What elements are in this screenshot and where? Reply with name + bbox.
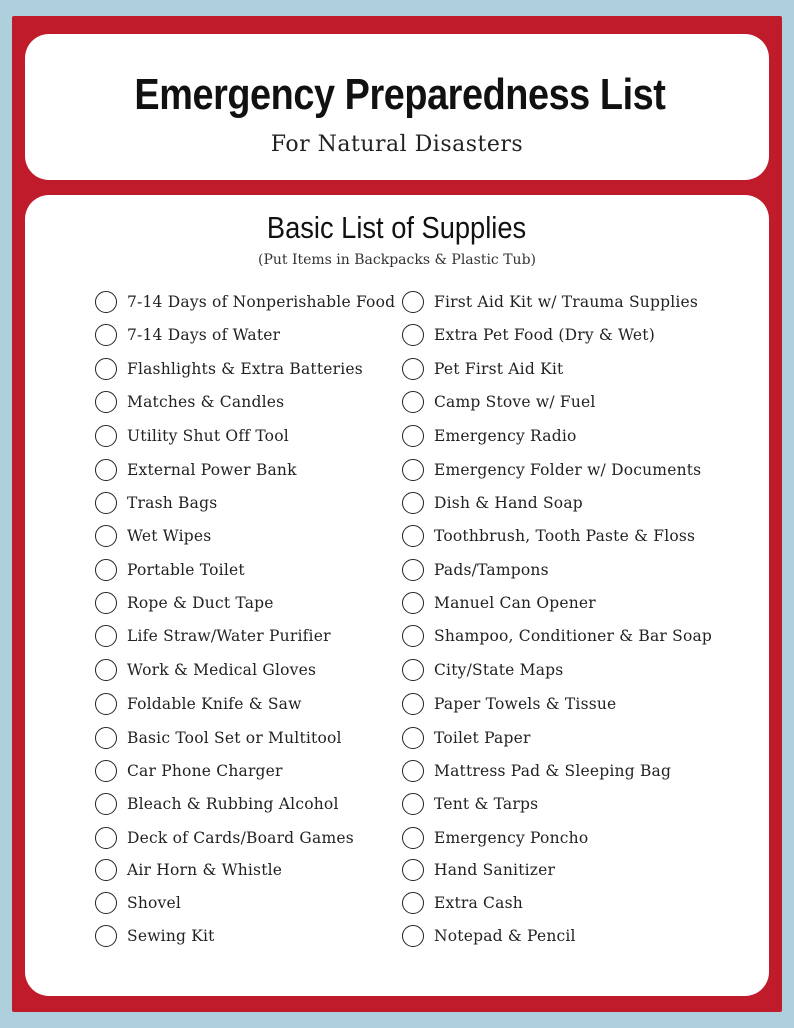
checkbox-circle-icon[interactable] xyxy=(402,659,424,681)
checklist-item[interactable] xyxy=(402,757,722,785)
checklist-item[interactable] xyxy=(95,856,415,884)
checklist-item-label: Matches & Candles xyxy=(127,393,285,411)
checklist-item[interactable] xyxy=(95,824,415,852)
checkbox-circle-icon[interactable] xyxy=(95,693,117,715)
checklist-item[interactable] xyxy=(95,422,415,450)
checkbox-circle-icon[interactable] xyxy=(95,727,117,749)
checklist-item-label: External Power Bank xyxy=(127,461,297,479)
checklist-item[interactable] xyxy=(95,355,415,383)
checkbox-circle-icon[interactable] xyxy=(402,291,424,313)
checkbox-circle-icon[interactable] xyxy=(402,391,424,413)
checklist-item-label: First Aid Kit w/ Trauma Supplies xyxy=(434,293,699,311)
checklist-item[interactable] xyxy=(95,724,415,752)
checklist-item-label: Tent & Tarps xyxy=(434,795,539,813)
checklist-item[interactable] xyxy=(95,489,415,517)
checklist-item[interactable] xyxy=(95,589,415,617)
checkbox-circle-icon[interactable] xyxy=(95,324,117,346)
checklist-item-label: Paper Towels & Tissue xyxy=(434,695,617,713)
checklist-item-label: Pet First Aid Kit xyxy=(434,360,564,378)
checklist-item-label: City/State Maps xyxy=(434,661,564,679)
checklist-item[interactable] xyxy=(95,456,415,484)
checklist-item-label: Camp Stove w/ Fuel xyxy=(434,393,596,411)
checklist-item-label: Manuel Can Opener xyxy=(434,594,596,612)
checklist-item[interactable] xyxy=(402,790,722,818)
checkbox-circle-icon[interactable] xyxy=(95,592,117,614)
checklist-item[interactable] xyxy=(402,556,722,584)
checkbox-circle-icon[interactable] xyxy=(402,324,424,346)
checklist-item-label: Dish & Hand Soap xyxy=(434,494,583,512)
checklist-item[interactable] xyxy=(402,922,722,950)
checklist-item-label: Foldable Knife & Saw xyxy=(127,695,302,713)
checkbox-circle-icon[interactable] xyxy=(95,525,117,547)
checklist-item[interactable] xyxy=(95,388,415,416)
checklist-item-label: Shampoo, Conditioner & Bar Soap xyxy=(434,627,713,645)
checkbox-circle-icon[interactable] xyxy=(95,793,117,815)
checkbox-circle-icon[interactable] xyxy=(95,291,117,313)
checklist-item-label: Toothbrush, Tooth Paste & Floss xyxy=(434,527,696,545)
checkbox-circle-icon[interactable] xyxy=(402,492,424,514)
checkbox-circle-icon[interactable] xyxy=(402,425,424,447)
checklist-item-label: 7-14 Days of Water xyxy=(127,326,281,344)
checklist-item[interactable] xyxy=(402,321,722,349)
checklist-item[interactable] xyxy=(402,889,722,917)
checklist-item-label: Wet Wipes xyxy=(127,527,212,545)
checklist-item[interactable] xyxy=(402,355,722,383)
checkbox-circle-icon[interactable] xyxy=(95,459,117,481)
checkbox-circle-icon[interactable] xyxy=(402,859,424,881)
checklist-item-label: Emergency Folder w/ Documents xyxy=(434,461,702,479)
checkbox-circle-icon[interactable] xyxy=(95,425,117,447)
checklist-item-label: Sewing Kit xyxy=(127,927,215,945)
checklist-item[interactable] xyxy=(95,622,415,650)
checklist-item-label: Toilet Paper xyxy=(434,729,531,747)
checkbox-circle-icon[interactable] xyxy=(95,925,117,947)
section-note: (Put Items in Backpacks & Plastic Tub) xyxy=(257,252,536,268)
checklist-item-label: Extra Pet Food (Dry & Wet) xyxy=(434,326,655,344)
checkbox-circle-icon[interactable] xyxy=(95,760,117,782)
checklist-item-label: Shovel xyxy=(127,894,182,912)
checklist-item-label: Air Horn & Whistle xyxy=(127,861,283,879)
checklist-item-label: Pads/Tampons xyxy=(434,561,549,579)
checklist-item-label: Emergency Radio xyxy=(434,427,577,445)
checkbox-circle-icon[interactable] xyxy=(95,492,117,514)
checklist-item[interactable] xyxy=(402,622,722,650)
checkbox-circle-icon[interactable] xyxy=(402,693,424,715)
checklist-item[interactable] xyxy=(402,456,722,484)
checklist-item-label: Work & Medical Gloves xyxy=(127,661,317,679)
checkbox-circle-icon[interactable] xyxy=(402,358,424,380)
supplies-card xyxy=(25,195,769,996)
checkbox-circle-icon[interactable] xyxy=(95,892,117,914)
checkbox-circle-icon[interactable] xyxy=(95,358,117,380)
checklist-item[interactable] xyxy=(95,922,415,950)
checkbox-circle-icon[interactable] xyxy=(95,859,117,881)
checklist-item-label: Flashlights & Extra Batteries xyxy=(127,360,363,378)
checklist-item[interactable] xyxy=(402,690,722,718)
checklist-item-label: Extra Cash xyxy=(434,894,523,912)
checkbox-circle-icon[interactable] xyxy=(402,625,424,647)
checklist-item-label: Car Phone Charger xyxy=(127,762,283,780)
section-title: Basic List of Supplies xyxy=(266,210,527,245)
checklist-item-label: Notepad & Pencil xyxy=(434,927,576,945)
checklist-item[interactable] xyxy=(402,422,722,450)
checklist-item[interactable] xyxy=(402,589,722,617)
checklist-item[interactable] xyxy=(95,656,415,684)
checklist-item-label: Deck of Cards/Board Games xyxy=(127,829,354,847)
checklist-item[interactable] xyxy=(402,522,722,550)
checklist-item[interactable] xyxy=(95,690,415,718)
checklist-item[interactable] xyxy=(402,724,722,752)
checkbox-circle-icon[interactable] xyxy=(402,559,424,581)
checklist-item[interactable] xyxy=(402,824,722,852)
checklist-item-label: Utility Shut Off Tool xyxy=(127,427,289,445)
checklist-item-label: Trash Bags xyxy=(127,494,218,512)
checklist-item-label: Bleach & Rubbing Alcohol xyxy=(127,795,339,813)
page-title: Emergency Preparedness List xyxy=(134,70,666,119)
checklist-item[interactable] xyxy=(95,757,415,785)
checklist-item[interactable] xyxy=(402,656,722,684)
checklist-item-label: Rope & Duct Tape xyxy=(127,594,274,612)
checklist-item[interactable] xyxy=(402,856,722,884)
page-subtitle: For Natural Disasters xyxy=(270,132,524,157)
checklist-item[interactable] xyxy=(95,889,415,917)
checkbox-circle-icon[interactable] xyxy=(95,827,117,849)
checklist-item-label: Basic Tool Set or Multitool xyxy=(127,729,342,747)
checkbox-circle-icon[interactable] xyxy=(402,592,424,614)
checklist-item[interactable] xyxy=(402,489,722,517)
checkbox-circle-icon[interactable] xyxy=(402,925,424,947)
checklist-item[interactable] xyxy=(95,288,415,316)
checkbox-circle-icon[interactable] xyxy=(95,659,117,681)
checklist-item[interactable] xyxy=(402,288,722,316)
checkbox-circle-icon[interactable] xyxy=(95,559,117,581)
checkbox-circle-icon[interactable] xyxy=(402,727,424,749)
checkbox-circle-icon[interactable] xyxy=(95,625,117,647)
checkbox-circle-icon[interactable] xyxy=(402,525,424,547)
checkbox-circle-icon[interactable] xyxy=(402,892,424,914)
checkbox-circle-icon[interactable] xyxy=(402,459,424,481)
checklist-item-label: Emergency Poncho xyxy=(434,829,589,847)
checklist-item-label: Life Straw/Water Purifier xyxy=(127,627,331,645)
checklist-item[interactable] xyxy=(95,556,415,584)
checklist-item-label: Portable Toilet xyxy=(127,561,245,579)
checkbox-circle-icon[interactable] xyxy=(402,760,424,782)
checklist-item[interactable] xyxy=(402,388,722,416)
checklist-item-label: 7-14 Days of Nonperishable Food xyxy=(127,293,396,311)
checkbox-circle-icon[interactable] xyxy=(402,827,424,849)
checklist-item[interactable] xyxy=(95,321,415,349)
checklist-item-label: Hand Sanitizer xyxy=(434,861,556,879)
checklist-item[interactable] xyxy=(95,790,415,818)
checkbox-circle-icon[interactable] xyxy=(95,391,117,413)
checklist-item[interactable] xyxy=(95,522,415,550)
checklist-item-label: Mattress Pad & Sleeping Bag xyxy=(434,762,672,780)
title-card xyxy=(25,34,769,180)
checkbox-circle-icon[interactable] xyxy=(402,793,424,815)
